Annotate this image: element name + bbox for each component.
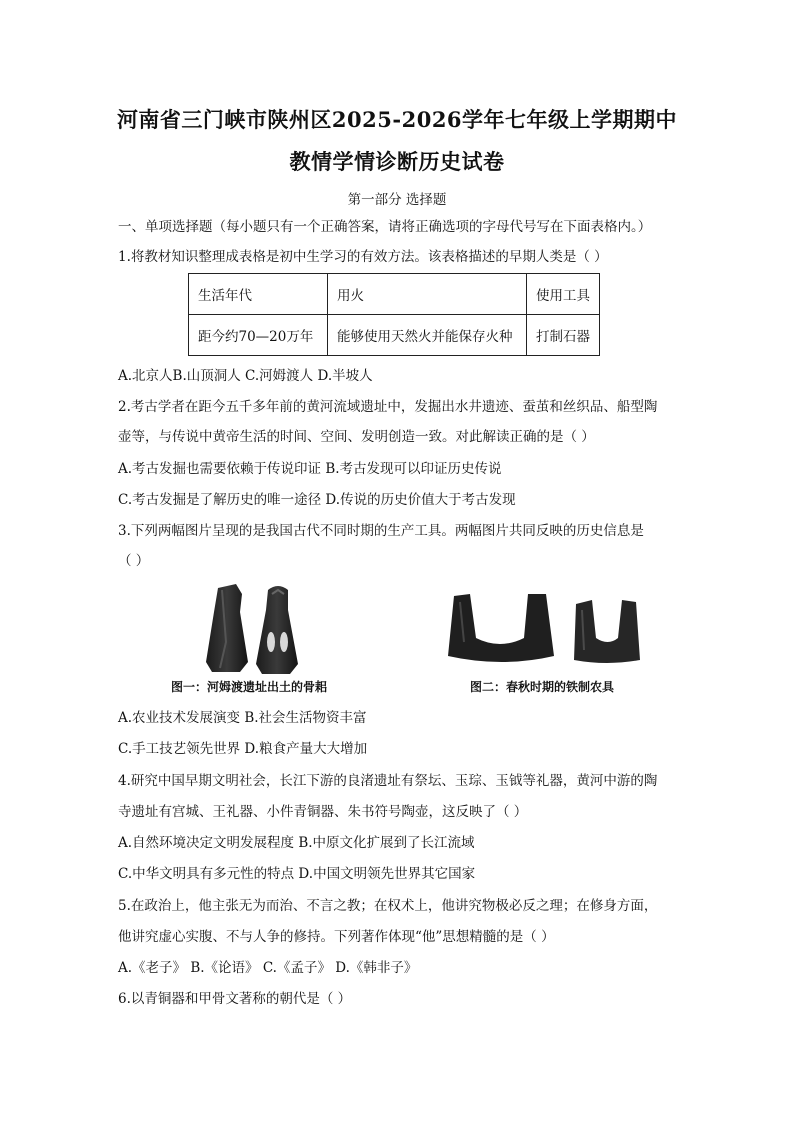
table-header-cell: 用火 <box>328 274 527 315</box>
q3-stem-line2: （ ） <box>118 553 150 569</box>
q1-table <box>188 273 600 356</box>
bone-spade-image <box>196 582 336 674</box>
iron-tools-image <box>442 590 642 664</box>
q5-stem-line1: 5.在政治上，他主张无为而治、不言之教；在权术上，他讲究物极必反之理；在修身方面， <box>118 898 658 914</box>
q2-stem-line1: 2.考古学者在距今五千多年前的黄河流域遗址中，发掘出水井遗迹、蚕茧和丝织品、船型陶 <box>118 399 658 415</box>
q2-stem-line2: 壶等，与传说中黄帝生活的时间、空间、发明创造一致。对此解读正确的是（ ） <box>118 429 595 445</box>
exam-title-line2: 教情学情诊断历史试卷 <box>289 149 505 174</box>
q1-options: A.北京人B.山顶洞人 C.河姆渡人 D.半坡人 <box>118 368 373 384</box>
q1-stem: 1.将教材知识整理成表格是初中生学习的有效方法。该表格描述的早期人类是（ ） <box>118 249 608 265</box>
q4-options-line2: C.中华文明具有多元性的特点 D.中国文明领先世界其它国家 <box>118 866 476 882</box>
q2-options-line2: C.考古发掘是了解历史的唯一途径 D.传说的历史价值大于考古发现 <box>118 492 516 508</box>
table-row <box>189 315 600 356</box>
figure2-caption: 图二：春秋时期的铁制农具 <box>470 680 615 694</box>
table-cell: 距今约70—20万年 <box>189 315 328 356</box>
exam-title-line1: 河南省三门峡市陕州区2025-2026学年七年级上学期期中 <box>116 107 678 132</box>
q4-stem-line1: 4.研究中国早期文明社会，长江下游的良渚遗址有祭坛、玉琮、玉钺等礼器，黄河中游的陶 <box>118 773 658 789</box>
table-cell: 能够使用天然火并能保存火种 <box>328 315 527 356</box>
q4-options-line1: A.自然环境决定文明发展程度 B.中原文化扩展到了长江流域 <box>118 835 475 851</box>
section-heading: 一、单项选择题（每小题只有一个正确答案，请将正确选项的字母代号写在下面表格内。） <box>118 219 652 235</box>
q3-options-line1: A.农业技术发展演变 B.社会生活物资丰富 <box>118 710 367 726</box>
q6-stem: 6.以青铜器和甲骨文著称的朝代是（ ） <box>118 991 352 1007</box>
q3-stem-line1: 3.下列两幅图片呈现的是我国古代不同时期的生产工具。两幅图片共同反映的历史信息是 <box>118 523 644 539</box>
part-heading: 第一部分 选择题 <box>347 192 447 208</box>
table-header-cell: 生活年代 <box>189 274 328 315</box>
table-cell: 打制石器 <box>527 315 600 356</box>
table-header-cell: 使用工具 <box>527 274 600 315</box>
q3-options-line2: C.手工技艺领先世界 D.粮食产量大大增加 <box>118 741 368 757</box>
q4-stem-line2: 寺遗址有宫城、王礼器、小件青铜器、朱书符号陶壶，这反映了（ ） <box>118 804 528 820</box>
q5-stem-line2: 他讲究虚心实腹、不与人争的修持。下列著作体现“他”思想精髓的是（ ） <box>118 929 555 945</box>
q2-options-line1: A.考古发掘也需要依赖于传说印证 B.考古发现可以印证历史传说 <box>118 461 502 477</box>
q5-options: A.《老子》 B.《论语》 C.《孟子》 D.《韩非子》 <box>118 960 418 976</box>
figure1-caption: 图一：河姆渡遗址出土的骨耜 <box>171 680 328 694</box>
table-row <box>189 274 600 315</box>
